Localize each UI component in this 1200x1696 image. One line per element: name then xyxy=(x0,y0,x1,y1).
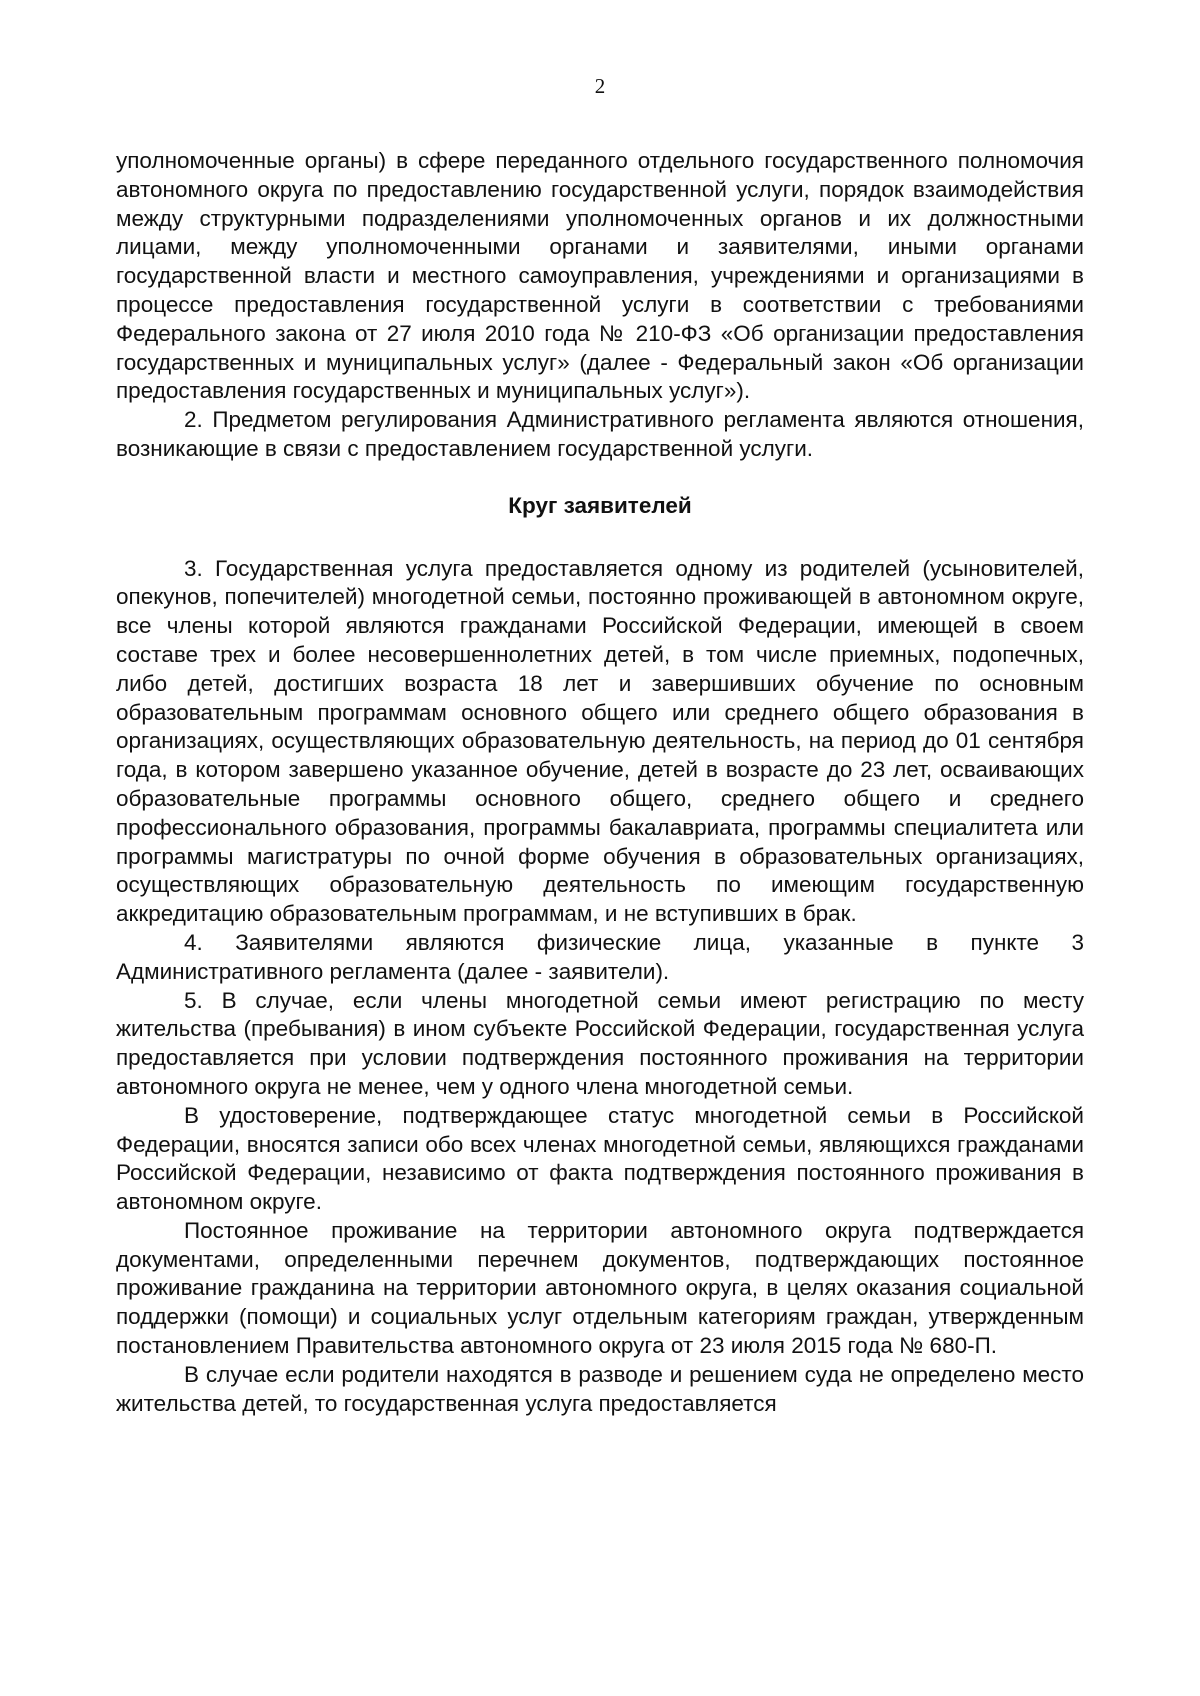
paragraph-3: 3. Государственная услуга предоставляется одному из родителей (усыновителей, опекунов, попечителей) многодетной семьи, постоянно проживающей в автономном округе, все члены которой являются гражданами Российской Федерации, имеющей в своем составе трех и более несовершеннолетних детей, в том числе приемных, подопечных, либо детей, достигших возраста 18 лет и завершивших обучение по основным образовательным программам основного общего или среднего общего образования в организациях, осуществляющих образовательную деятельность, на период до 01 сентября года, в котором завершено указанное обучение, детей в возрасте до 23 лет, осваивающих образовательные программы основного общего, среднего общего и среднего профессионального образования, программы бакалавриата, программы специалитета или программы магистратуры по очной форме обучения в образовательных организациях, осуществляющих образовательную деятельность по имеющим государственную аккредитацию образовательным программам, и не вступивших в брак. xyxy=(116,555,1084,927)
section-heading: Круг заявителей xyxy=(508,492,692,518)
paragraph-2: 2. Предметом регулирования Административного регламента являются отношения, возникающие в связи с предоставлением государственной услуги. xyxy=(116,407,1084,461)
paragraph-residence: Постоянное проживание на территории автономного округа подтверждается документами, определенными перечнем документов, подтверждающих постоянное проживание гражданина на территории автономного округа, в целях оказания социальной поддержки (помощи) и социальных услуг отдельным категориям граждан, утвержденным постановлением Правительства автономного округа от 23 июля 2015 года № 680-П. xyxy=(116,1217,1084,1359)
paragraph-4: 4. Заявителями являются физические лица, указанные в пункте 3 Административного регламента (далее - заявители). xyxy=(116,929,1084,984)
paragraph-intro-continuation: уполномоченные органы) в сфере переданного отдельного государственного полномочия автономного округа по предоставлению государственной услуги, порядок взаимодействия между структурными подразделениями уполномоченных органов и их должностными лицами, между уполномоченными органами и заявителями, иными органами государственной власти и местного самоуправления, учреждениями и организациями в процессе предоставления государственной услуги в соответствии с требованиями Федерального закона от 27 июля 2010 года № 210-ФЗ «Об организации предоставления государственных и муниципальных услуг» (далее - Федеральный закон «Об организации предоставления государственных и муниципальных услуг»). xyxy=(116,148,1084,404)
page-number: 2 xyxy=(594,74,606,98)
paragraph-5: 5. В случае, если члены многодетной семьи имеют регистрацию по месту жительства (пребывания) в ином субъекте Российской Федерации, государственная услуга предоставляется при условии подтверждения постоянного проживания на территории автономного округа не менее, чем у одного члена многодетной семьи. xyxy=(116,987,1084,1099)
document-body xyxy=(116,147,1084,1418)
paragraph-certificate: В удостоверение, подтверждающее статус многодетной семьи в Российской Федерации, вносятся записи обо всех членах многодетной семьи, являющихся гражданами Российской Федерации, независимо от факта подтверждения постоянного проживания в автономном округе. xyxy=(116,1102,1084,1215)
paragraph-divorce: В случае если родители находятся в разводе и решением суда не определено место жительства детей, то государственная услуга предоставляется xyxy=(116,1361,1084,1416)
